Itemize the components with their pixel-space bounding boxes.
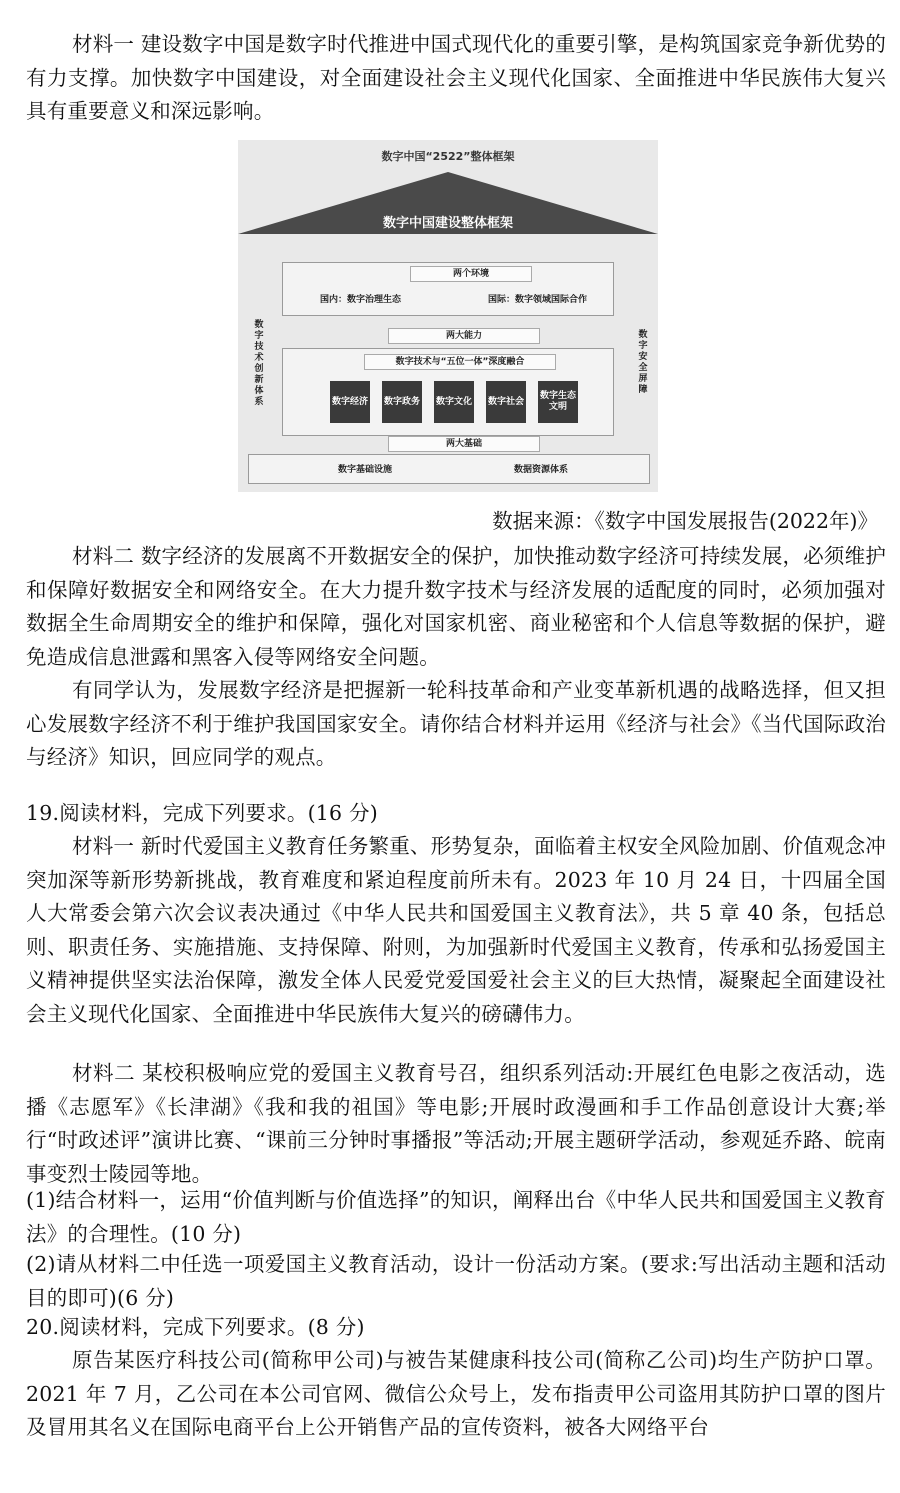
foundation-title: 两大基础: [388, 436, 540, 452]
environment-title: 两个环境: [410, 266, 532, 282]
foundation-box: [248, 454, 650, 484]
q19-subquestion-1: (1)结合材料一，运用“价值判断与价值选择”的知识，阐释出台《中华人民共和国爱国主义教育法》的合理性。(10 分): [26, 1188, 886, 1246]
pillar-economy: 数字经济: [330, 381, 370, 423]
security-barrier-label: 数字安全屏障: [638, 330, 648, 395]
integration-label: 数字技术与“五位一体”深度融合: [364, 354, 556, 370]
foundation-data-resources: 数据资源体系: [514, 465, 569, 475]
figure-source: 数据来源：《数字中国发展报告(2022年)》: [492, 509, 878, 533]
figure-title: 数字中国“2522”整体框架: [381, 150, 515, 163]
pillar-society: 数字社会: [486, 381, 526, 423]
environment-international: 国际：数字领域国际合作: [488, 295, 588, 305]
five-pillars: [330, 381, 580, 425]
q18-prompt: 有同学认为，发展数字经济是把握新一轮科技革命和产业变革新机遇的战略选择，但又担心发展数字经济不利于维护我国国家安全。请你结合材料并运用《经济与社会》《当代国际政治与经济》知识，回应同学的观点。: [26, 678, 886, 769]
q19-material-two: 材料二 某校积极响应党的爱国主义教育号召，组织系列活动:开展红色电影之夜活动，选播《志愿军》《长津湖》《我和我的祖国》等电影;开展时政漫画和手工作品创意设计大赛;举行“时政述评”演讲比赛、“课前三分钟时事播报”等活动;开展主题研学活动，参观延乔路、皖南事变烈士陵园等地。: [26, 1061, 886, 1186]
pillar-government: 数字政务: [382, 381, 422, 423]
q18-material-two: 材料二 数字经济的发展离不开数据安全的保护，加快推动数字经济可持续发展，必须维护和保障好数据安全和网络安全。在大力提升数字技术与经济发展的适配度的同时，必须加强对数据全生命周期安全的维护和保障，强化对国家机密、商业秘密和个人信息等数据的保护，避免造成信息泄露和黑客入侵等网络安全问题。: [26, 544, 887, 669]
q19-material-one: 材料一 新时代爱国主义教育任务繁重、形势复杂，面临着主权安全风险加剧、价值观念冲突加深等新形势新挑战，教育难度和紧迫程度前所未有。2023 年 10 月 24 日，十四届全国人大常委会第六次会议表决通过《中华人民共和国爱国主义教育法》，共 5 章 40 条，包括总则、职责任务、实施措施、支持保障、附则，为加强新时代爱国主义教育，传承和弘扬爱国主义精神提供坚实法治保障，激发全体人民爱党爱国爱社会主义的巨大热情，凝聚起全面建设社会主义现代化国家、全面推进中华民族伟大复兴的磅礴伟力。: [26, 834, 887, 1026]
q19-heading: 19.阅读材料，完成下列要求。(16 分): [26, 801, 378, 825]
digital-china-framework-figure: [238, 140, 658, 492]
q18-material-one: 材料一 建设数字中国是数字时代推进中国式现代化的重要引擎，是构筑国家竞争新优势的有力支撑。加快数字中国建设，对全面建设社会主义现代化国家、全面推进中华民族伟大复兴具有重要意义和深远影响。: [26, 32, 887, 123]
environment-domestic: 国内：数字治理生态: [320, 295, 402, 305]
pillar-culture: 数字文化: [434, 381, 474, 423]
q19-subquestion-2: (2)请从材料二中任选一项爱国主义教育活动，设计一份活动方案。(要求:写出活动主题和活动目的即可)(6 分): [26, 1252, 886, 1310]
capability-title: 两大能力: [388, 328, 540, 344]
innovation-system-label: 数字技术创新体系: [254, 320, 264, 407]
q20-heading: 20.阅读材料，完成下列要求。(8 分): [26, 1315, 365, 1339]
pillar-ecology: 数字生态文明: [538, 381, 578, 423]
foundation-infrastructure: 数字基础设施: [338, 465, 393, 475]
roof-label: 数字中国建设整体框架: [382, 216, 513, 231]
q20-material: 原告某医疗科技公司(简称甲公司)与被告某健康科技公司(简称乙公司)均生产防护口罩。2021 年 7 月，乙公司在本公司官网、微信公众号上，发布指责甲公司盗用其防护口罩的图片及冒用其名义在国际电商平台上公开销售产品的宣传资料，被各大网络平台: [26, 1348, 886, 1439]
